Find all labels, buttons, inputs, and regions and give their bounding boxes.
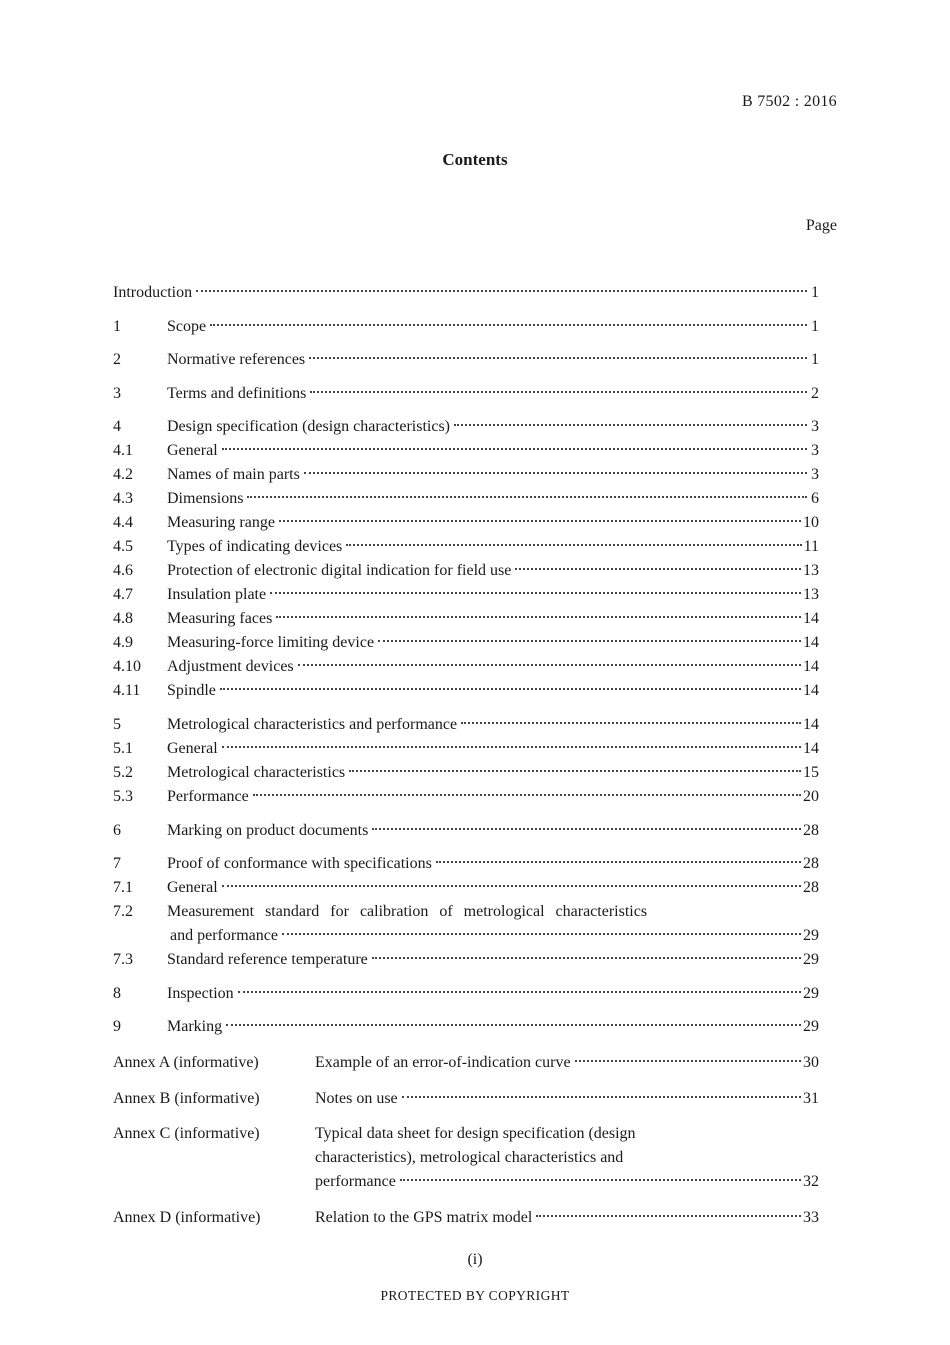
annex-entry[interactable]	[113, 1122, 819, 1196]
toc-entry[interactable]	[113, 513, 819, 537]
toc-entry[interactable]	[113, 878, 819, 902]
toc-entry-page: 1	[811, 284, 819, 301]
dot-leader	[372, 957, 801, 959]
toc-entry-title: Measuring-force limiting device	[167, 634, 375, 652]
page-title: Contents	[442, 150, 508, 169]
toc-entry[interactable]	[113, 681, 819, 705]
toc-entry-title: Dimensions	[167, 490, 244, 508]
toc-entry-title: Spindle	[167, 682, 216, 700]
annex-label: Annex A (informative)	[113, 1053, 259, 1071]
annex-title: Relation to the GPS matrix model	[315, 1208, 533, 1226]
annex-entry[interactable]	[113, 1087, 819, 1113]
toc-entry-title: Proof of conformance with specifications	[167, 855, 432, 873]
toc-entry-number: 2	[113, 351, 121, 369]
annex-page: 33	[803, 1208, 819, 1226]
toc-entry[interactable]	[113, 633, 819, 657]
toc-entry[interactable]	[113, 489, 819, 513]
toc-entry-title: Metrological characteristics and performance	[167, 715, 458, 733]
toc-entry-title: Marking	[167, 1018, 223, 1036]
annex-label: Annex B (informative)	[113, 1089, 260, 1107]
toc-entry-page: 3	[811, 418, 819, 436]
dot-leader	[222, 746, 801, 748]
toc-entry[interactable]	[113, 317, 819, 341]
document-id: B 7502 : 2016	[741, 93, 837, 110]
toc-entry-number: 7	[113, 855, 121, 873]
toc-entry[interactable]	[113, 854, 819, 878]
toc-entry-page: 29	[803, 1018, 819, 1036]
toc-entry[interactable]	[113, 984, 819, 1008]
dot-leader	[276, 616, 801, 618]
toc-entry[interactable]	[113, 763, 819, 787]
annex-page: 32	[803, 1173, 819, 1191]
dot-leader	[222, 885, 801, 887]
toc-entry-page: 14	[803, 715, 819, 733]
toc-entry-title: Terms and definitions	[167, 384, 307, 402]
annex-title-line	[315, 1124, 819, 1148]
toc-entry-number: 5.2	[113, 763, 133, 781]
toc-entry-number: 1	[113, 317, 121, 335]
toc-entry-number: 4.5	[113, 538, 133, 556]
toc-entry-number: 9	[113, 1018, 121, 1036]
toc-entry[interactable]	[113, 739, 819, 763]
toc-entry-title-continued: and performance	[170, 927, 278, 945]
toc-entry-title: Marking on product documents	[167, 821, 369, 839]
dot-leader	[310, 391, 807, 393]
toc-entry-title: Measuring faces	[167, 610, 273, 628]
dot-leader	[436, 861, 801, 863]
annex-title-block	[315, 1089, 819, 1113]
toc-entry-page: 15	[803, 763, 819, 781]
dot-leader	[402, 1096, 801, 1098]
toc-entry-number: 5	[113, 715, 121, 733]
toc-entry-page: 28	[803, 855, 819, 873]
annex-title-block	[315, 1124, 819, 1196]
toc-entry[interactable]	[113, 561, 819, 585]
annex-title-line	[315, 1148, 819, 1172]
annex-title-line	[315, 1208, 819, 1232]
dot-leader	[220, 688, 801, 690]
annex-label: Annex D (informative)	[113, 1208, 261, 1226]
toc-entry-page: 14	[803, 739, 819, 757]
dot-leader	[270, 592, 801, 594]
toc-entry-title: Normative references	[167, 351, 306, 369]
dot-leader	[309, 357, 807, 359]
dot-leader	[226, 1024, 801, 1026]
dot-leader	[298, 664, 801, 666]
toc-entry-title: Measuring range	[167, 514, 275, 532]
toc-entry[interactable]	[113, 585, 819, 609]
toc-entry[interactable]	[113, 465, 819, 489]
dot-leader	[238, 991, 801, 993]
toc-entry-number: 8	[113, 984, 121, 1002]
dot-leader	[304, 472, 807, 474]
toc-entry-page: 28	[803, 879, 819, 897]
toc-entry-title: Inspection	[167, 984, 234, 1002]
dot-leader	[400, 1179, 801, 1181]
annex-title-block	[315, 1053, 819, 1077]
toc-entry-page: 14	[803, 634, 819, 652]
dot-leader	[372, 828, 801, 830]
toc-entry-number: 4.11	[113, 682, 141, 700]
toc-entry-page: 29	[803, 927, 819, 945]
dot-leader	[253, 794, 801, 796]
dot-leader	[346, 544, 801, 546]
toc-entry[interactable]	[113, 609, 819, 633]
toc-entry-number: 7.1	[113, 879, 133, 897]
dot-leader	[282, 933, 801, 935]
dot-leader	[378, 640, 801, 642]
toc-entry-title: Performance	[167, 787, 249, 805]
toc-entry[interactable]	[113, 441, 819, 465]
toc-entry[interactable]	[113, 384, 819, 408]
annex-title: Typical data sheet for design specification (design	[315, 1125, 636, 1143]
dot-leader	[279, 520, 801, 522]
toc-entry-page: 13	[803, 586, 819, 604]
toc-entry-continuation[interactable]	[113, 926, 819, 950]
toc-entry[interactable]	[113, 537, 819, 561]
toc-entry-page: 14	[803, 682, 819, 700]
toc-entry[interactable]	[113, 821, 819, 845]
dot-leader	[454, 424, 807, 426]
toc-entry-title: General	[167, 879, 218, 897]
toc-entry-number: 4.6	[113, 562, 133, 580]
toc-entry-number: 4	[113, 418, 121, 436]
toc-entry[interactable]	[113, 950, 819, 974]
annex-entry[interactable]	[113, 1206, 819, 1232]
annex-title-line	[315, 1172, 819, 1196]
dot-leader	[349, 770, 801, 772]
dot-leader	[247, 496, 807, 498]
dot-leader	[196, 290, 807, 292]
toc-entry-title: Standard reference temperature	[167, 951, 368, 969]
toc-entry-page: 14	[803, 610, 819, 628]
toc-entry-page: 28	[803, 821, 819, 839]
toc-entry-number: 4.8	[113, 610, 133, 628]
toc-entry-page: 29	[803, 984, 819, 1002]
page-column-header: Page	[805, 217, 837, 234]
toc-entry-number: 4.3	[113, 490, 133, 508]
toc-entry-page: 14	[803, 658, 819, 676]
toc-entry-page: 1	[811, 317, 819, 335]
toc-entry-number: 7.3	[113, 951, 133, 969]
toc-entry-title: Metrological characteristics	[167, 763, 346, 781]
toc-entry-page: 3	[811, 466, 819, 484]
toc-entry-page: 3	[811, 442, 819, 460]
toc-entry-title: Design specification (design characteristics)	[167, 418, 450, 436]
toc-entry-title: Introduction	[113, 284, 193, 301]
toc-entry[interactable]	[113, 283, 819, 307]
toc-entry-title: General	[167, 739, 218, 757]
annex-title-line	[315, 1053, 819, 1077]
toc-entry-number: 3	[113, 384, 121, 402]
toc-entry[interactable]	[113, 787, 819, 811]
toc-entry-number: 5.3	[113, 787, 133, 805]
toc-entry-number: 4.1	[113, 442, 133, 460]
toc-entry-page: 20	[803, 787, 819, 805]
toc-entry-title: General	[167, 442, 218, 460]
toc-entry-number: 4.2	[113, 466, 133, 484]
toc-entry-page: 29	[803, 951, 819, 969]
annex-title: Example of an error-of-indication curve	[315, 1053, 571, 1071]
toc-entry[interactable]	[113, 902, 819, 926]
annex-title-block	[315, 1208, 819, 1232]
annex-title-line	[315, 1089, 819, 1113]
toc-entry[interactable]	[113, 715, 819, 739]
page-folio: (i)	[467, 1251, 483, 1268]
dot-leader	[575, 1060, 801, 1062]
annex-page: 30	[803, 1053, 819, 1071]
toc-entry-title: Names of main parts	[167, 466, 300, 484]
toc-entry-page: 11	[803, 538, 819, 556]
annex-title: Notes on use	[315, 1089, 398, 1107]
table-of-contents	[113, 283, 819, 1232]
toc-entry[interactable]	[113, 350, 819, 374]
toc-entry[interactable]	[113, 657, 819, 681]
toc-entry[interactable]	[113, 1017, 819, 1041]
annex-entry[interactable]	[113, 1051, 819, 1077]
annex-title: characteristics), metrological characteristics and	[315, 1149, 624, 1167]
dot-leader	[210, 324, 807, 326]
toc-entry-number: 4.10	[113, 658, 141, 676]
toc-entry[interactable]	[113, 417, 819, 441]
toc-entry-title: Types of indicating devices	[167, 538, 343, 556]
toc-entry-title: Insulation plate	[167, 586, 267, 604]
dot-leader	[222, 448, 807, 450]
toc-entry-title: Scope	[167, 317, 207, 335]
toc-entry-page: 13	[803, 562, 819, 580]
toc-entry-title: Protection of electronic digital indication for field use	[167, 562, 512, 580]
copyright-notice: PROTECTED BY COPYRIGHT	[380, 1288, 570, 1303]
toc-entry-page: 10	[803, 514, 819, 532]
toc-entry-title: Adjustment devices	[167, 658, 294, 676]
annex-page: 31	[803, 1089, 819, 1107]
toc-entry-number: 5.1	[113, 739, 133, 757]
dot-leader	[536, 1215, 801, 1217]
annex-label: Annex C (informative)	[113, 1125, 260, 1143]
toc-entry-title: Measurement standard for calibration of metrological characteristics	[167, 903, 648, 921]
toc-entry-page: 2	[811, 384, 819, 402]
toc-entry-page: 6	[811, 490, 819, 508]
toc-entry-number: 7.2	[113, 903, 133, 921]
toc-entry-number: 4.7	[113, 586, 133, 604]
toc-entry-number: 6	[113, 821, 121, 839]
toc-entry-number: 4.4	[113, 514, 133, 532]
dot-leader	[515, 568, 801, 570]
annex-title: performance	[315, 1173, 396, 1191]
toc-entry-page: 1	[811, 351, 819, 369]
toc-entry-number: 4.9	[113, 634, 133, 652]
dot-leader	[461, 722, 801, 724]
